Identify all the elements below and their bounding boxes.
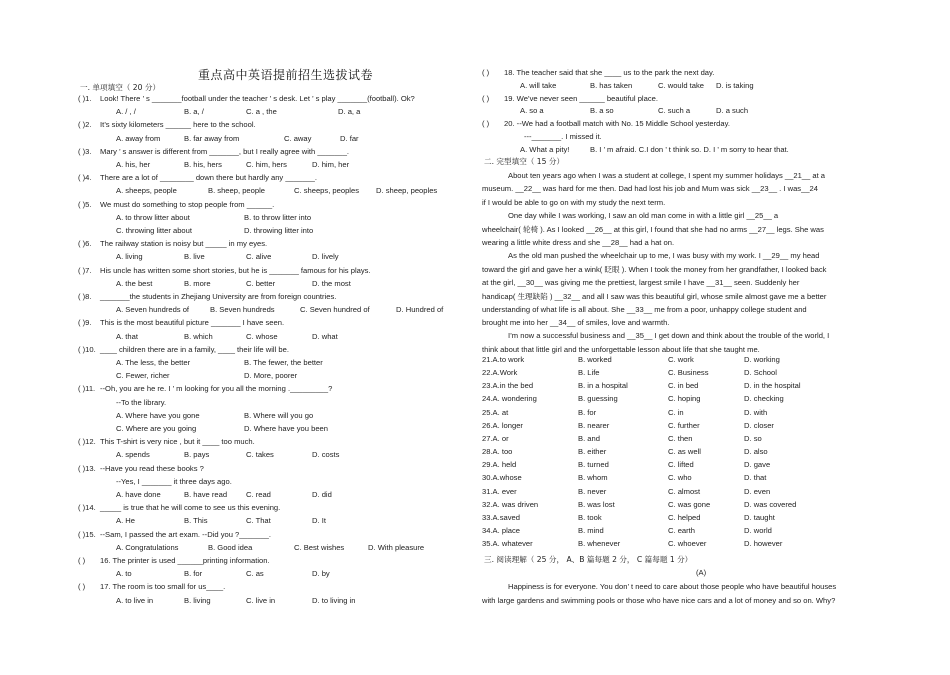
option-d: D. Where have you been <box>244 424 329 433</box>
cloze-option-c: C. whoever <box>668 539 707 549</box>
option-a: A. his, her <box>116 160 151 169</box>
cloze-option-d: D. checking <box>744 394 784 404</box>
cloze-line: I’m now a successful business and __35__ I get down and think about the trouble of the world, I <box>508 331 830 341</box>
question-text: --Sam, I passed the art exam. --Did you ?_______. <box>100 529 271 539</box>
cloze-option-c: C. in <box>668 407 684 417</box>
cloze-option-c: C. who <box>668 473 692 483</box>
question-subline: --Yes, I _______ it three days ago. <box>116 476 232 486</box>
question-number: ( )11. <box>78 384 96 394</box>
option-b: B. a, / <box>184 107 204 117</box>
cloze-option-d: D. world <box>744 525 772 535</box>
option-d: D. throwing litter into <box>244 226 314 235</box>
option-b: B. live <box>184 252 205 262</box>
option-c: C. would take <box>658 80 705 90</box>
cloze-option-a: 31.A. ever <box>482 486 517 496</box>
option-d: D. a, a <box>338 107 361 117</box>
cloze-option-b: B. whom <box>578 473 608 483</box>
cloze-option-d: D. also <box>744 447 768 457</box>
option-a: A. spends <box>116 450 150 460</box>
question-number: ( ) <box>482 68 490 77</box>
option-a: A. / , / <box>116 107 136 117</box>
cloze-option-d: D. working <box>744 355 780 364</box>
option-a: A. that <box>116 331 138 341</box>
option-d: D. It <box>312 516 326 526</box>
cloze-line: About ten years ago when I was a student at college, I spent my summer holidays __21__ at a <box>508 171 826 180</box>
option-c: C. Where are you going <box>116 424 197 433</box>
option-b: B. a so <box>590 106 614 116</box>
question-number: ( )12. <box>78 437 96 447</box>
option-d: D. With pleasure <box>368 542 425 552</box>
cloze-option-a: 30.A.whose <box>482 473 522 483</box>
option-a: A. sheeps, people <box>116 186 177 196</box>
cloze-option-c: C. earth <box>668 525 696 535</box>
option-b: B. more <box>184 278 211 288</box>
option-d: D. far <box>340 133 359 143</box>
cloze-option-c: C. Business <box>668 368 709 378</box>
question-text: ____ children there are in a family, ____ their life will be. <box>100 344 289 354</box>
passage-line: Happiness is for everyone. You don’ t need to care about those people who have beautiful houses <box>508 582 837 591</box>
cloze-option-b: B. whenever <box>578 539 621 549</box>
cloze-line: wheelchair( 轮椅 ). As I looked __26__ at this girl, I found that she had no arms __27__ legs. She was <box>482 225 824 235</box>
option-d: D. to living in <box>312 595 356 605</box>
cloze-option-a: 23.A.in the bed <box>482 381 534 391</box>
question-text: _____ is true that he will come to see us this evening. <box>100 503 281 513</box>
option-d: D. More, poorer <box>244 371 298 381</box>
option-c: C. Seven hundred of <box>300 305 370 315</box>
cloze-option-d: D. was covered <box>744 499 797 509</box>
cloze-line: toward the girl and gave her a wink( 眨眼 ). When I took the money from her grandfather, I looked back <box>482 265 827 275</box>
options-bcd: B. I ’ m afraid. C.I don ’ t think so. D. I ’ m sorry to hear that. <box>590 144 789 154</box>
question-number: ( ) <box>482 93 490 103</box>
question-number: ( )5. <box>78 199 92 209</box>
question-number: ( )8. <box>78 292 92 301</box>
cloze-option-a: 22.A.Work <box>482 368 518 378</box>
cloze-option-c: C. lifted <box>668 460 694 470</box>
cloze-option-c: C. further <box>668 420 700 430</box>
option-b: B. Seven hundreds <box>210 305 275 315</box>
cloze-option-d: D. however <box>744 539 783 549</box>
section-reading-heading: 三. 阅读理解（ 25 分， A、B 篇每题 2 分， C 篇每题 1 分） <box>484 555 693 564</box>
option-a: A. Seven hundreds of <box>116 305 190 315</box>
option-b: B. Where will you go <box>244 410 314 420</box>
cloze-line: wearing a little white dress and she __28__ had a hat on. <box>482 237 675 247</box>
option-b: B. Good idea <box>208 542 253 552</box>
question-number: ( )13. <box>78 463 96 473</box>
option-b: B. have read <box>184 490 228 499</box>
question-number: ( )2. <box>78 120 92 130</box>
cloze-line: One day while I was working, I saw an old man come in with a little girl __25__ a <box>508 211 779 221</box>
cloze-option-a: 34.A. place <box>482 525 520 535</box>
cloze-option-c: C. almost <box>668 486 701 496</box>
question-text: We must do something to stop people from ______. <box>100 199 275 209</box>
option-d: D. is taking <box>716 80 754 90</box>
option-b: B. to throw litter into <box>244 212 312 222</box>
option-a: A. Where have you gone <box>116 410 200 420</box>
cloze-option-b: B. either <box>578 447 607 457</box>
cloze-option-a: 24.A. wondering <box>482 394 537 404</box>
option-c: C. him, hers <box>246 160 287 169</box>
question-text: It’s sixty kilometers ______ here to the school. <box>100 120 256 130</box>
question-text: Look! There ’ s _______football under the teacher ’ s desk. Let ’ s play _______(football). Ok? <box>100 94 415 103</box>
question-text: This is the most beautiful picture _______ I have seen. <box>100 318 285 328</box>
cloze-option-c: C. hoping <box>668 394 701 404</box>
cloze-option-d: D. closer <box>744 420 774 430</box>
cloze-line: understanding of what life is all about. She __33__ me from a poor, unhappy college student and <box>482 304 807 314</box>
cloze-option-b: B. turned <box>578 460 609 470</box>
option-d: D. Hundred of <box>396 305 444 315</box>
question-text: 19. We’ve never seen ______ beautiful place. <box>504 93 658 103</box>
cloze-line: museum. __22__ was hard for me then. Dad had lost his job and Mum was sick __23__ . I was__24 <box>482 184 818 194</box>
cloze-option-d: D. School <box>744 368 777 378</box>
question-number: ( )15. <box>78 529 96 539</box>
question-text: 17. The room is too small for us____. <box>100 582 226 592</box>
cloze-line: if I would be able to go on with my study the next term. <box>482 197 666 207</box>
option-b: B. living <box>184 595 211 605</box>
cloze-option-b: B. guessing <box>578 394 618 404</box>
cloze-option-b: B. nearer <box>578 420 610 430</box>
question-number: ( )10. <box>78 344 96 354</box>
cloze-option-b: B. took <box>578 512 602 522</box>
option-d: D. costs <box>312 450 340 460</box>
cloze-option-c: C. work <box>668 355 694 364</box>
question-number: ( )1. <box>78 94 92 103</box>
question-number: ( )7. <box>78 265 92 275</box>
cloze-option-c: C. was gone <box>668 499 711 509</box>
option-a: A. have done <box>116 490 161 499</box>
cloze-option-a: 32.A. was driven <box>482 499 539 509</box>
question-number: ( )6. <box>78 239 92 249</box>
option-a: A. living <box>116 252 143 262</box>
option-c: C. throwing litter about <box>116 226 192 235</box>
option-b: B. pays <box>184 450 210 460</box>
question-text: There are a lot of ________ down there but hardly any _______. <box>100 173 318 183</box>
option-c: C. away <box>284 133 312 143</box>
option-d: D. him, her <box>312 160 350 169</box>
question-number: ( ) <box>78 556 86 565</box>
option-c: C. whose <box>246 331 278 341</box>
question-text: This T-shirt is very nice , but it ____ too much. <box>100 437 255 447</box>
question-text: His uncle has written some short stories, but he is _______ famous for his plays. <box>100 265 371 275</box>
option-a: A. He <box>116 516 135 526</box>
option-a: A. to throw litter about <box>116 212 190 222</box>
passage-label: (A) <box>696 568 707 577</box>
option-c: C. live in <box>246 595 276 605</box>
option-c: C. better <box>246 278 276 288</box>
question-number: ( ) <box>78 582 86 592</box>
option-a: A. will take <box>520 80 557 90</box>
cloze-option-b: B. for <box>578 407 597 417</box>
option-b: B. which <box>184 331 213 341</box>
cloze-option-b: B. never <box>578 486 607 496</box>
cloze-option-b: B. was lost <box>578 499 615 509</box>
option-b: B. has taken <box>590 80 633 90</box>
cloze-option-c: C. helped <box>668 512 701 522</box>
option-b: B. The fewer, the better <box>244 358 323 367</box>
option-a: A. The less, the better <box>116 358 191 367</box>
option-d: D. what <box>312 331 338 341</box>
option-b: B. far away from <box>184 133 240 143</box>
option-b: B. sheep, people <box>208 186 265 196</box>
option-a: A. What a pity! <box>520 144 570 154</box>
exam-title: 重点高中英语提前招生选拔试卷 <box>198 68 374 82</box>
option-a: A. so a <box>520 106 544 116</box>
cloze-option-d: D. that <box>744 473 767 483</box>
cloze-line: As the old man pushed the wheelchair up to me, I was busy with my work. I __29__ my head <box>508 251 820 261</box>
cloze-option-a: 33.A.saved <box>482 512 520 522</box>
option-a: A. the best <box>116 278 153 288</box>
question-number: ( )14. <box>78 503 96 513</box>
cloze-option-b: B. and <box>578 433 600 443</box>
option-c: C. Best wishes <box>294 542 345 552</box>
cloze-option-b: B. mind <box>578 525 604 535</box>
option-d: D. a such <box>716 106 749 116</box>
question-text: --Have you read these books ? <box>100 463 204 473</box>
option-d: D. lively <box>312 252 339 262</box>
cloze-line: at the girl, __30__ was giving me the prettiest, largest smile I have __31__ seen. Suddenly her <box>482 277 800 287</box>
question-text: The railway station is noisy but _____ in my eyes. <box>100 239 268 249</box>
option-c: C. such a <box>658 106 691 116</box>
cloze-option-a: 26.A. longer <box>482 420 523 430</box>
option-b: B. for <box>184 569 203 579</box>
question-text: 20. --We had a football match with No. 15 Middle School yesterday. <box>504 119 730 129</box>
cloze-option-d: D. with <box>744 407 768 417</box>
option-c: C. That <box>246 516 271 526</box>
option-a: A. Congratulations <box>116 542 179 552</box>
option-c: C. read <box>246 490 271 499</box>
cloze-option-c: C. then <box>668 433 693 443</box>
cloze-option-a: 35.A. whatever <box>482 539 533 549</box>
question-number: ( )9. <box>78 318 92 328</box>
question-text: Mary ’ s answer is different from _______, but I really agree with _______. <box>100 146 350 156</box>
option-c: C. a , the <box>246 107 277 117</box>
cloze-option-d: D. gave <box>744 460 771 470</box>
option-a: A. to live in <box>116 595 154 605</box>
option-c: C. Fewer, richer <box>116 371 170 381</box>
cloze-option-b: B. in a hospital <box>578 381 628 391</box>
cloze-option-d: D. so <box>744 433 762 443</box>
section-single-choice-heading: 一. 单项填空（ 20 分） <box>80 83 161 92</box>
question-text: 16. The printer is used ______printing information. <box>100 556 270 565</box>
cloze-option-a: 27.A. or <box>482 433 509 443</box>
question-text: _______the students in Zhejiang University are from foreign countries. <box>100 292 337 301</box>
option-b: B. This <box>184 516 208 526</box>
cloze-option-a: 29.A. held <box>482 460 517 470</box>
option-c: C. as <box>246 569 264 579</box>
cloze-line: handicap( 生理缺陷 ) __32__ and all I saw was this beautiful girl, whose smile almost gave me a better <box>482 292 827 302</box>
cloze-option-b: B. Life <box>578 368 600 378</box>
option-d: D. did <box>312 490 332 499</box>
cloze-line: think about that little girl and the unforgettable lesson about life that she taught me. <box>482 344 760 354</box>
option-c: C. sheeps, peoples <box>294 186 360 196</box>
question-subline: ---_______. I missed it. <box>524 132 602 141</box>
cloze-option-a: 25.A. at <box>482 407 509 417</box>
cloze-option-c: C. in bed <box>668 381 699 391</box>
cloze-option-c: C. as well <box>668 447 701 457</box>
question-number: ( )3. <box>78 146 92 156</box>
cloze-option-d: D. even <box>744 486 771 496</box>
option-d: D. by <box>312 569 330 579</box>
section-cloze-heading: 二. 完型填空（ 15 分） <box>484 157 565 166</box>
cloze-option-b: B. worked <box>578 355 612 364</box>
question-text: 18. The teacher said that she ____ us to the park the next day. <box>504 68 715 77</box>
option-c: C. alive <box>246 252 272 262</box>
passage-line: with large gardens and swimming pools or those who have nice cars and a lot of money and so on. Why? <box>482 596 836 605</box>
option-a: A. away from <box>116 133 161 143</box>
cloze-option-d: D. in the hospital <box>744 381 801 391</box>
cloze-option-a: 28.A. too <box>482 447 513 457</box>
cloze-option-d: D. taught <box>744 512 775 522</box>
question-text: --Oh, you are he re. I ’ m looking for you all the morning ._________? <box>100 384 333 394</box>
question-number: ( ) <box>482 119 490 129</box>
cloze-line: brought me into her __34__ of smiles, love and warmth. <box>482 317 670 327</box>
question-subline: --To the library. <box>116 397 167 407</box>
option-d: D. the most <box>312 278 351 288</box>
option-c: C. takes <box>246 450 274 460</box>
option-d: D. sheep, peoples <box>376 186 438 196</box>
option-a: A. to <box>116 569 132 579</box>
cloze-option-a: 21.A.to work <box>482 355 525 364</box>
option-b: B. his, hers <box>184 160 222 169</box>
question-number: ( )4. <box>78 173 92 183</box>
